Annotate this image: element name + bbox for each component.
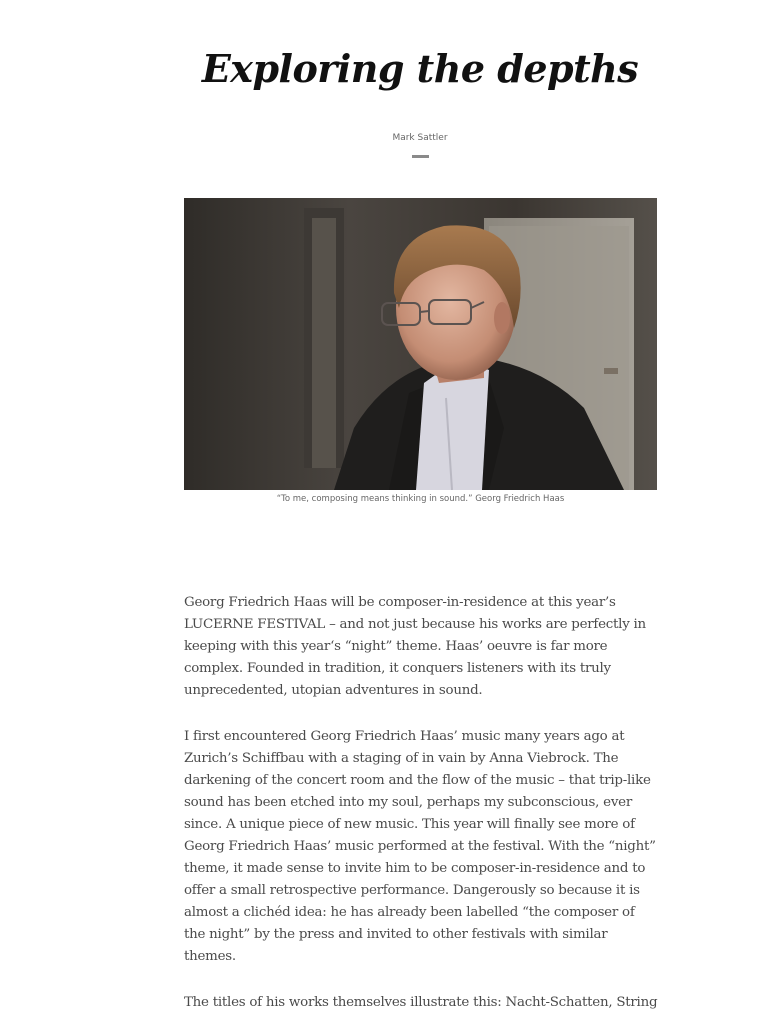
body-paragraph: Georg Friedrich Haas will be composer-in-residence at this year’s LUCERNE FESTIVAL – and not just because his works are perfectly in keeping with this year‘s “night” theme. Haas’ oeuvre is far more complex. Founded in tradition, it conquers listeners with its truly unprecedented, utopian adventures in sound. (184, 595, 646, 698)
body-paragraph: I first encountered Georg Friedrich Haas’ music many years ago at Zurich’s Schiffbau with a staging of in vain by Anna Viebrock. The darkening of the concert room and the flow of the music – that trip-like sound has been etched into my soul, perhaps my subconscious, ever since. A unique piece of new music. This year will finally see more of Georg Friedrich Haas’ music performed at the festival. With the “night” theme, it made sense to invite him to be composer-in-residence and to offer a small retrospective performance. Dangerously so because it is almost a clichéd idea: he has already been labelled “the composer of the night” by the press and invited to other festivals with similar themes. (184, 729, 656, 964)
portrait-photo (184, 198, 657, 490)
article-title: Exploring the depths (201, 46, 639, 91)
body-paragraph: The titles of his works themselves illustrate this: Nacht-Schatten, String (184, 995, 658, 1010)
byline-divider (412, 155, 429, 158)
photo-caption: “To me, composing means thinking in sound.” Georg Friedrich Haas (276, 494, 565, 504)
portrait-photo-illustration (184, 198, 657, 490)
article-body (184, 592, 658, 1024)
author-byline[interactable]: Mark Sattler (392, 133, 448, 143)
